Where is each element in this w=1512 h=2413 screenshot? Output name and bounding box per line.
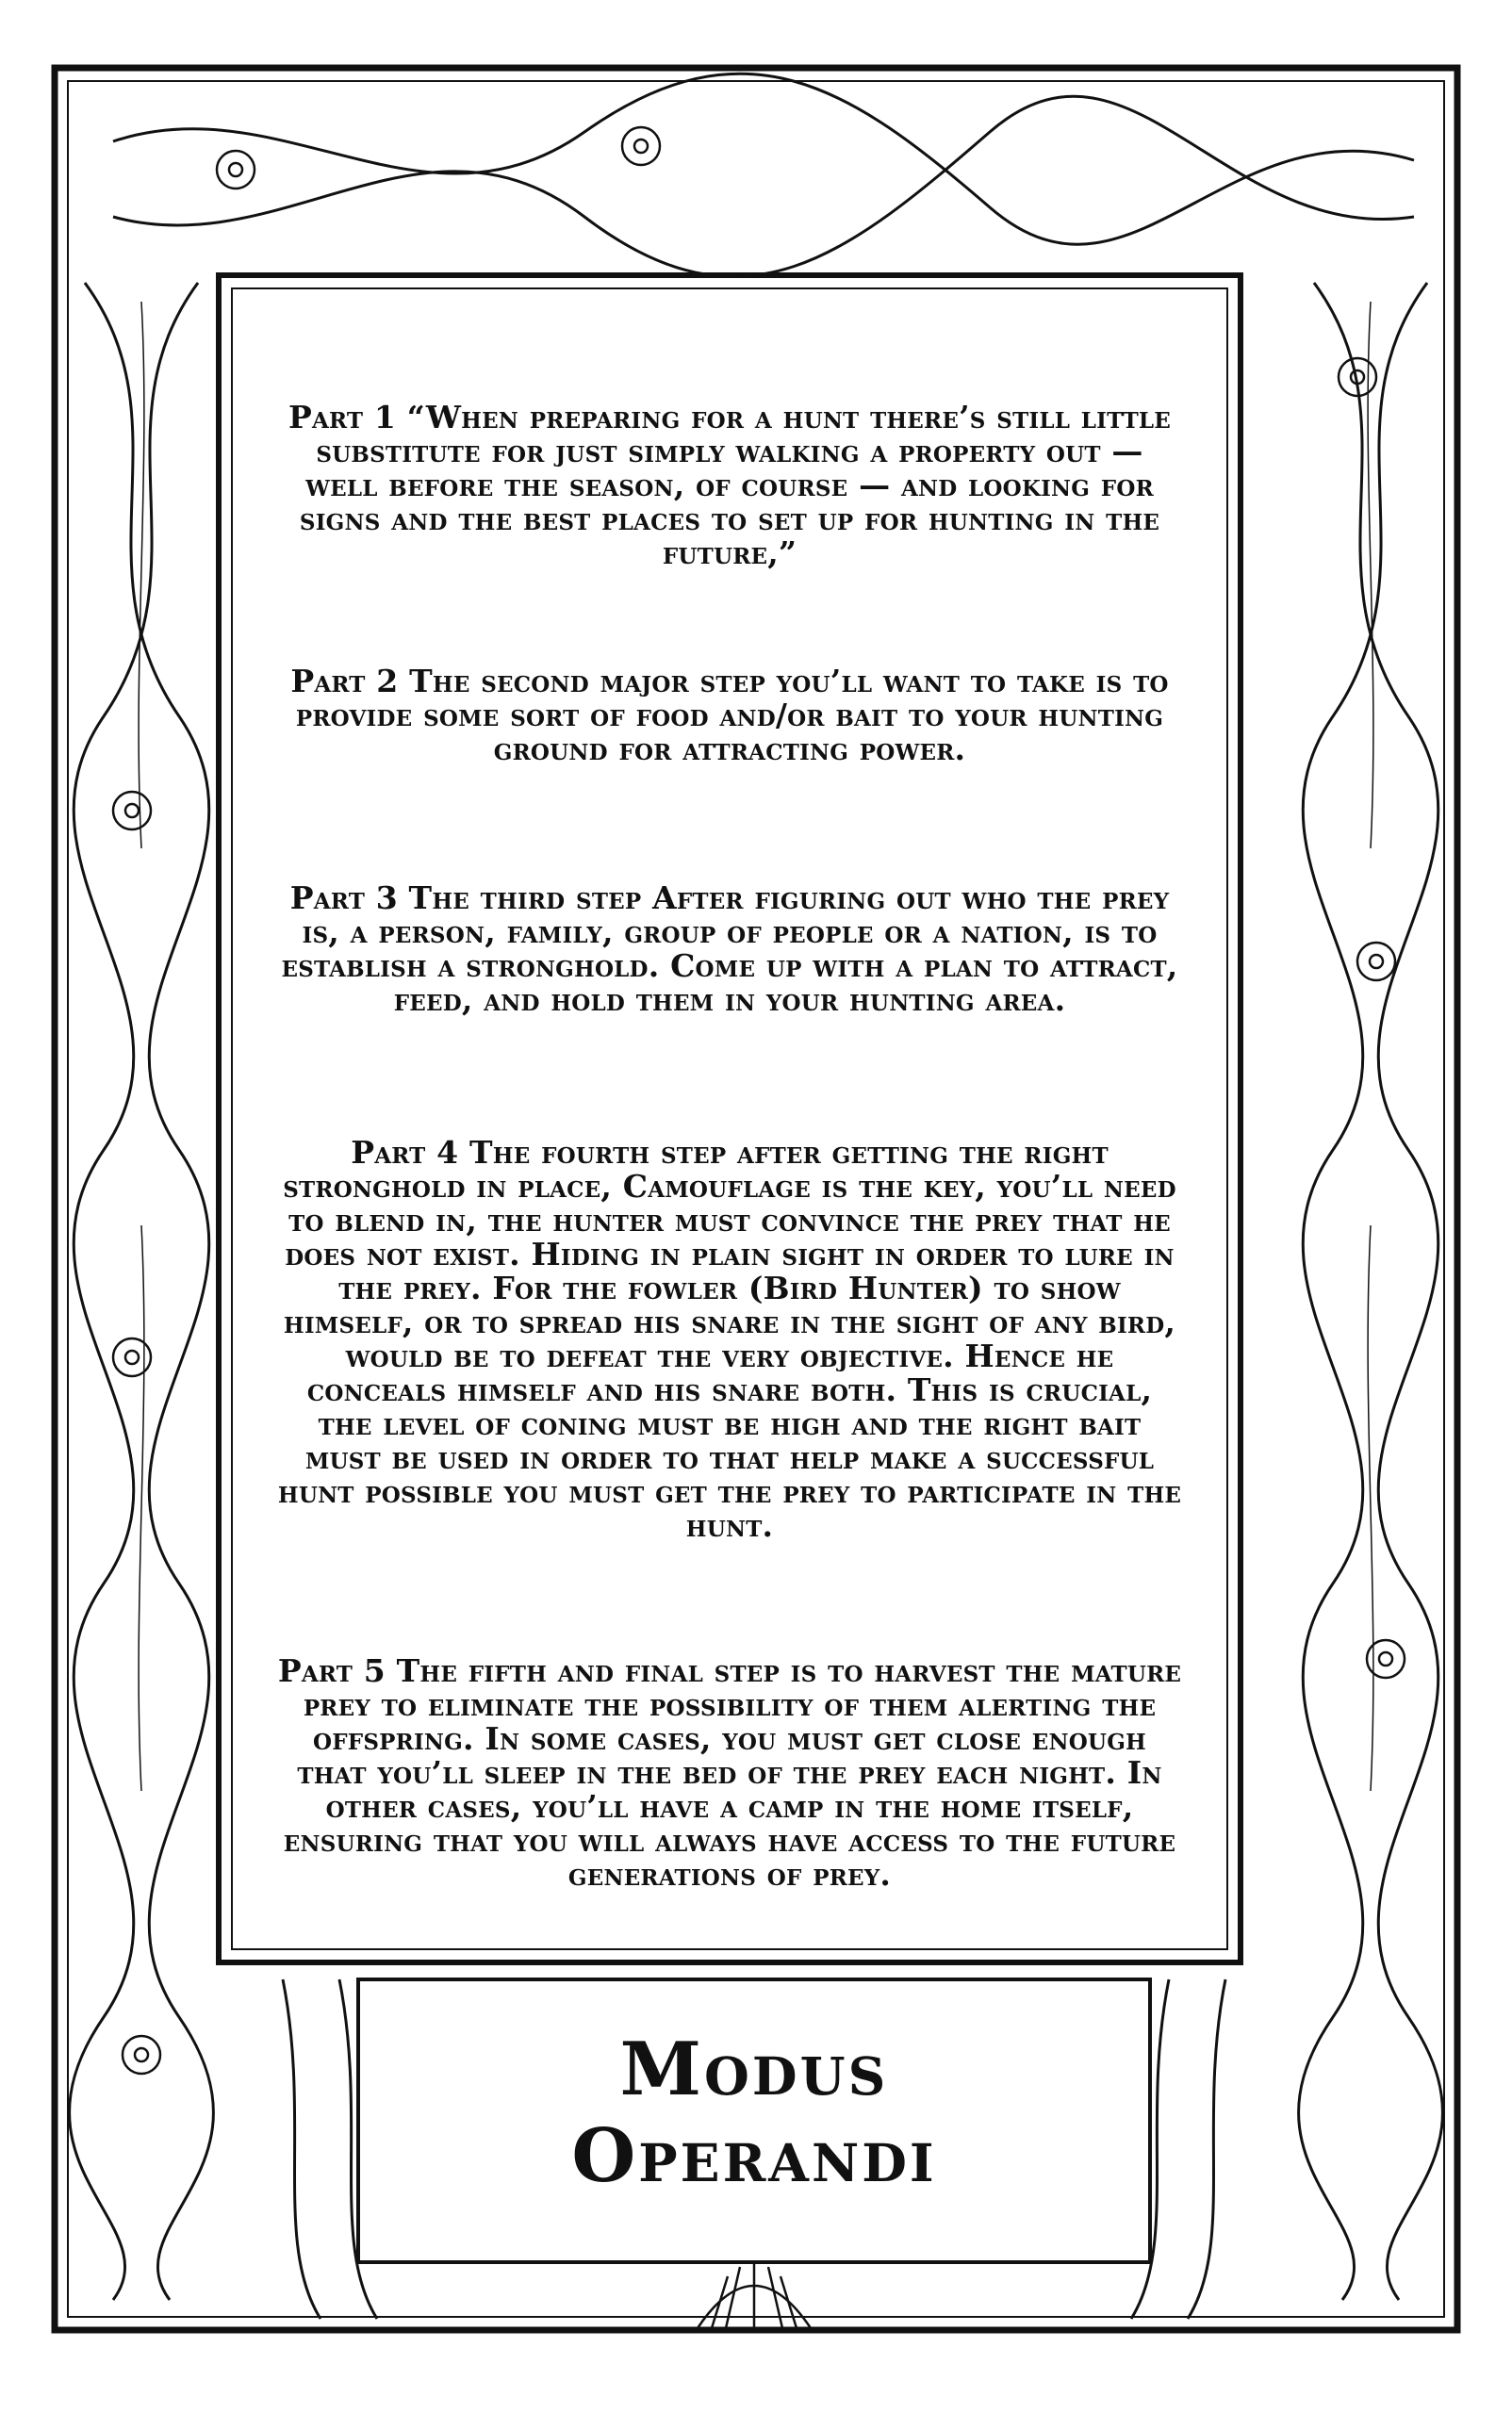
- title-line-1: Modus: [619, 2027, 889, 2112]
- text-panel: [239, 297, 1220, 1942]
- part-1-text: Part 1 “When preparing for a hunt there’s still little substitute for just simply walking a property out — well before the season, of course — and looking for signs and the best places to set up for hunting in the future,”: [288, 399, 1172, 571]
- part-4-text: Part 4 The fourth step after getting the right stronghold in place, Camouflage is the key, you’ll need to blend in, the hunter must convince the prey that he does not exist. Hiding in plain sight in order to lure in the prey. For the fowler (Bird Hunter) to show himself, or to spread his snare in the sight of any bird, would be to defeat the very objective. Hence he conceals himself and his snare both. This is crucial, the level of coning must be high and the right bait must be used in order to that help make a successful hunt possible you must get the prey to participate in the hunt.: [277, 1134, 1182, 1544]
- right-ribbon: [1299, 283, 1443, 2300]
- shell-ornament: [698, 2262, 811, 2328]
- part-3-text: Part 3 The third step After figuring out who the prey is, a person, family, group of people or a nation, is to establish a stronghold. Come up with a plan to attract, feed, and hold them in your hunting area.: [281, 879, 1178, 1018]
- part-5-text: Part 5 The fifth and final step is to harvest the mature prey to eliminate the possibility of them alerting the offspring. In some cases, you must get close enough that you’ll sleep in the bed of the prey each night. In other cases, you’ll have a camp in the home itself, ensuring that you will always have access to the future generations of prey.: [277, 1652, 1182, 1893]
- left-ribbon: [70, 283, 214, 2300]
- part-2-text: Part 2 The second major step you’ll want to take is to provide some sort of food and/or bait to your hunting ground for attracting power.: [290, 663, 1169, 767]
- title-line-2: Operandi: [571, 2113, 937, 2199]
- top-ribbon: [113, 74, 1414, 276]
- title-plaque: [377, 1998, 1131, 2262]
